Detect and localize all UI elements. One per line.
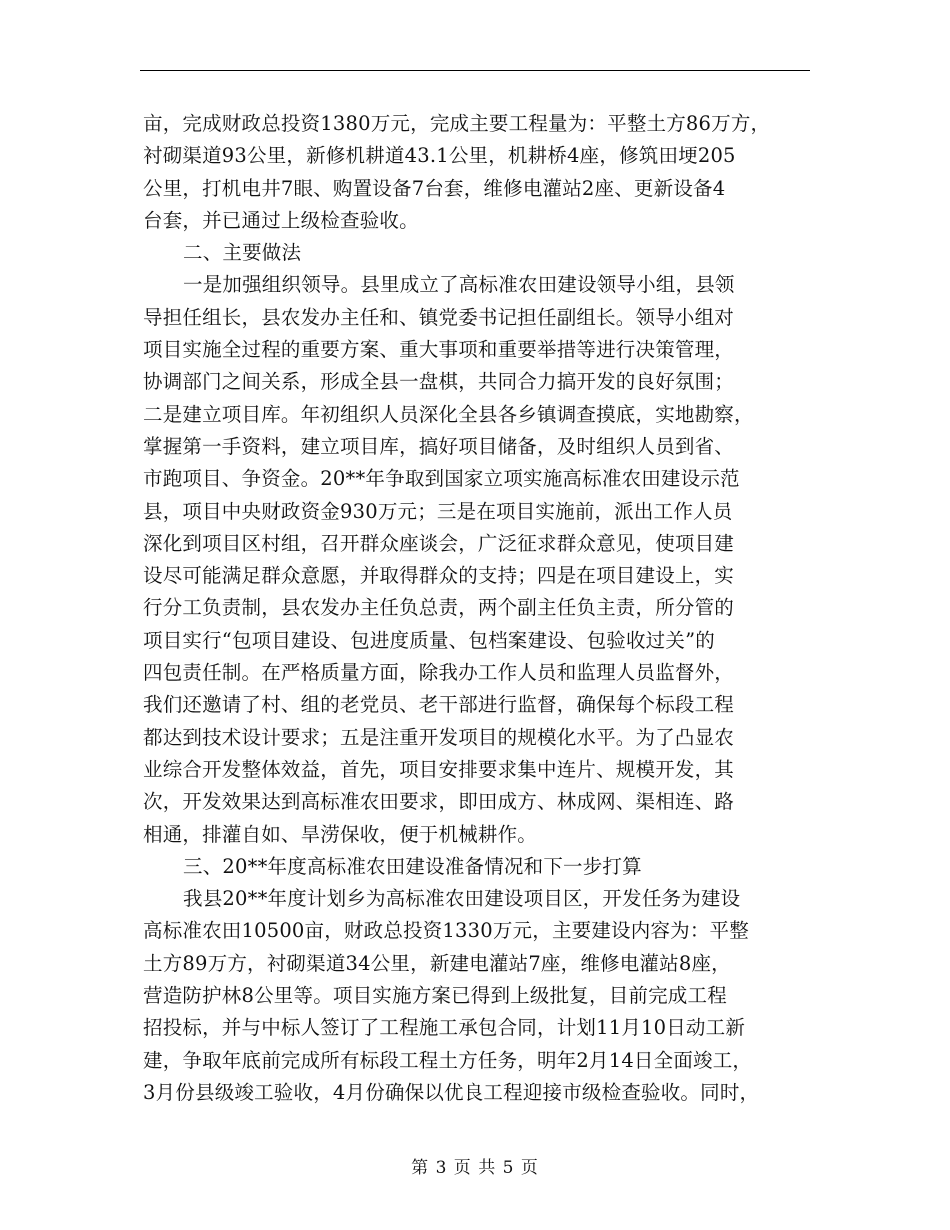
section-heading-2: 二、主要做法 (183, 241, 302, 265)
body-line-1: 亩，完成财政总投资1380万元，完成主要工程量为：平整土方86万方， (143, 112, 771, 135)
body-line-30: 建，争取年底前完成所有标段工程土方任务，明年2月14日全面竣工， (143, 1048, 753, 1072)
body-line-12: 市跑项目、争资金。20**年争取到国家立项实施高标准农田建设示范 (143, 467, 740, 491)
document-body (143, 108, 833, 1109)
section-heading-3: 三、20**年度高标准农田建设准备情况和下一步打算 (183, 854, 642, 878)
body-line-20: 都达到技术设计要求；五是注重开发项目的规模化水平。为了凸显农 (143, 725, 735, 749)
body-line-15: 设尽可能满足群众意愿，并取得群众的支持；四是在项目建设上，实 (143, 564, 735, 588)
body-line-2: 衬砌渠道93公里，新修机耕道43.1公里，机耕桥4座，修筑田埂205 (143, 144, 736, 168)
body-line-9: 协调部门之间关系，形成全县一盘棋，共同合力搞开发的良好氛围； (143, 370, 735, 394)
body-line-21: 业综合开发整体效益，首先，项目安排要求集中连片、规模开发，其 (143, 757, 735, 781)
header-rule (140, 70, 810, 71)
body-line-23: 相通，排灌自如、旱涝保收，便于机械耕作。 (143, 822, 538, 846)
body-line-4: 台套，并已通过上级检查验收。 (143, 208, 419, 232)
body-line-18: 四包责任制。在严格质量方面，除我办工作人员和监理人员监督外， (143, 661, 735, 685)
body-line-22: 次，开发效果达到高标准农田要求，即田成方、林成网、渠相连、路 (143, 790, 735, 814)
body-line-31: 3月份县级竣工验收，4月份确保以优良工程迎接市级检查验收。同时， (143, 1080, 760, 1104)
body-line-27: 土方89万方，衬砌渠道34公里，新建电灌站7座，维修电灌站8座， (143, 951, 731, 975)
body-line-13: 县，项目中央财政资金930万元；三是在项目实施前，派出工作人员 (143, 499, 733, 523)
body-line-28: 营造防护林8公里等。项目实施方案已得到上级批复，目前完成工程 (143, 984, 727, 1008)
body-line-16: 行分工负责制，县农发办主任负总责，两个副主任负主责，所分管的 (143, 596, 735, 620)
body-line-14: 深化到项目区村组，召开群众座谈会，广泛征求群众意见，使项目建 (143, 531, 735, 555)
body-line-8: 项目实施全过程的重要方案、重大事项和重要举措等进行决策管理， (143, 338, 735, 362)
body-line-19: 我们还邀请了村、组的老党员、老干部进行监督，确保每个标段工程 (143, 693, 735, 717)
body-line-29: 招投标，并与中标人签订了工程施工承包合同，计划11月10日动工新 (143, 1016, 746, 1040)
body-line-26: 高标准农田10500亩，财政总投资1330万元，主要建设内容为：平整 (143, 919, 749, 943)
page-number: 第 3 页 共 5 页 (411, 1158, 539, 1178)
body-line-6: 一是加强组织领导。县里成立了高标准农田建设领导小组，县领 (183, 273, 735, 297)
body-line-10: 二是建立项目库。年初组织人员深化全县各乡镇调查摸底，实地勘察， (143, 402, 754, 426)
body-line-17: 项目实行“包项目建设、包进度质量、包档案建设、包验收过关”的 (143, 628, 715, 652)
body-line-7: 导担任组长，县农发办主任和、镇党委书记担任副组长。领导小组对 (143, 305, 735, 329)
body-line-3: 公里，打机电井7眼、购置设备7台套，维修电灌站2座、更新设备4 (143, 176, 726, 200)
body-line-11: 掌握第一手资料，建立项目库，搞好项目储备，及时组织人员到省、 (143, 434, 735, 458)
body-line-25: 我县20**年度计划乡为高标准农田建设项目区，开发任务为建设 (183, 887, 741, 911)
